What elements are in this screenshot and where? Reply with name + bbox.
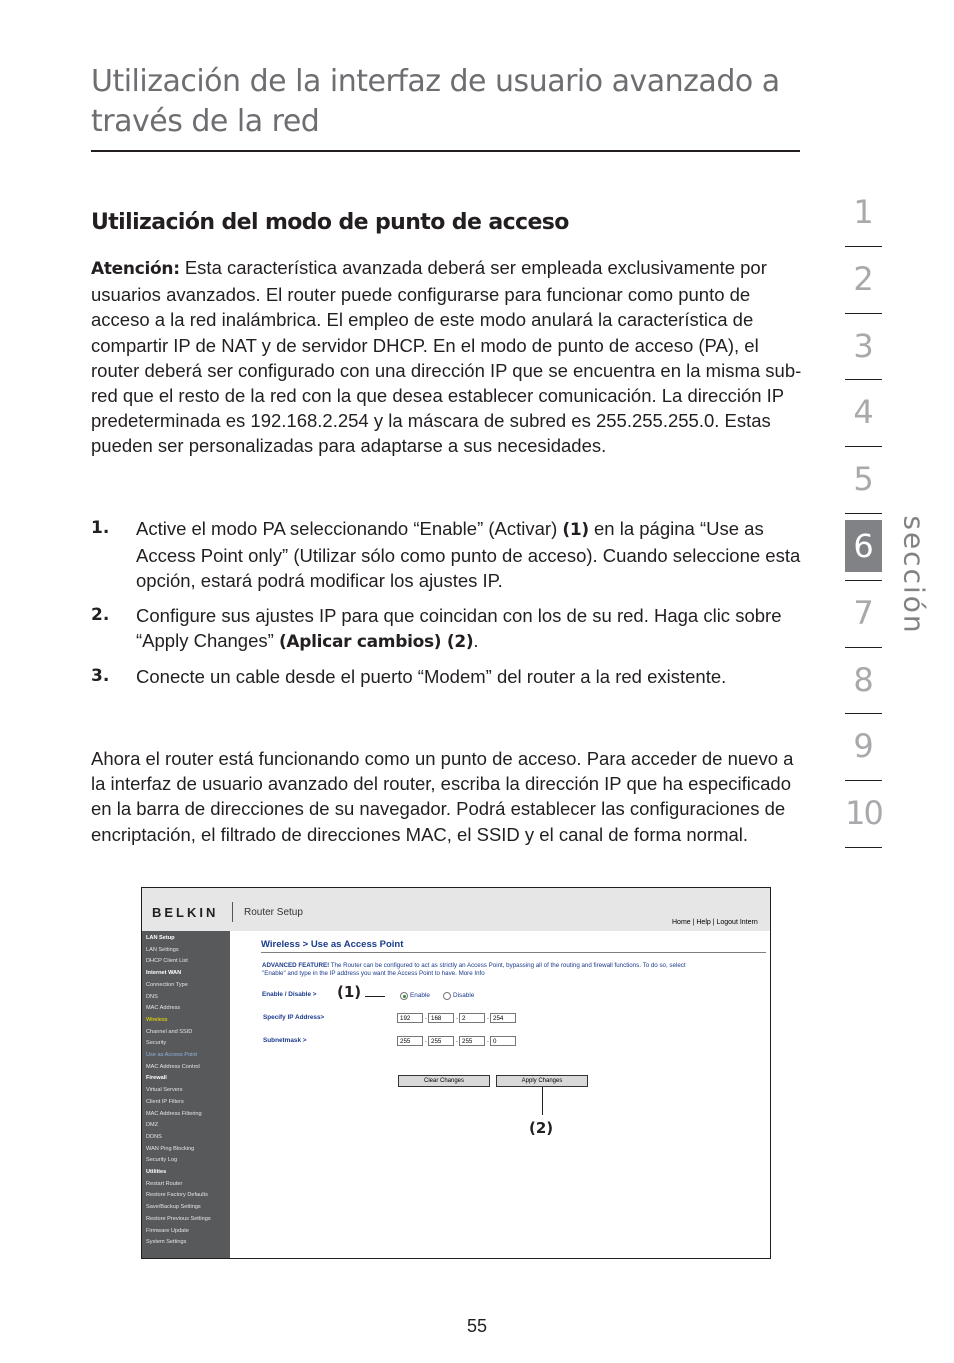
section-divider (845, 847, 882, 848)
mask-octet-input[interactable]: 255 (459, 1036, 485, 1046)
sidebar-item[interactable]: Wireless (146, 1016, 168, 1023)
ip-octet-input[interactable]: 2 (459, 1013, 485, 1023)
router-setup-title: Router Setup (244, 907, 303, 918)
attention-label: Atención: (91, 259, 180, 279)
section-nav-item[interactable] (845, 514, 882, 581)
seccion-label-wrap (894, 510, 934, 640)
ip-octet-input[interactable]: 168 (428, 1013, 454, 1023)
sidebar-item[interactable]: Restore Factory Defaults (146, 1192, 208, 1199)
steps-list (91, 516, 803, 700)
sidebar-item[interactable]: System Settings (146, 1239, 187, 1246)
step-item (91, 516, 803, 594)
sidebar-item[interactable]: DHCP Client List (146, 958, 188, 965)
section-number: 10 (845, 794, 882, 833)
step-number: 1. (91, 518, 110, 538)
mask-octet-input[interactable]: 255 (397, 1036, 423, 1046)
sidebar-item[interactable]: Restart Router (146, 1180, 183, 1187)
section-number: 8 (853, 660, 874, 699)
router-page-title: Wireless > Use as Access Point (261, 939, 404, 950)
intro-text: Esta característica avanzada deberá ser empleada exclusivamente por usuarios avanzados. El router puede configurarse para funcionar como punto de acceso a la red inalámbrica. El empleo de este modo anulará la característica de compartir IP de NAT y de servidor DHCP. En el modo de punto de acceso (PA), el router deberá ser configurado con una dirección IP que se encuentra en la misma sub-red que el resto de la red con la que desea establecer comunicación. La dirección IP predeterminada es 192.168.2.254 y la máscara de subred es 255.255.255.0. Estas pueden ser personalizadas para adaptarse a sus necesidades. (91, 257, 802, 457)
ip-octet-input[interactable]: 254 (490, 1013, 516, 1023)
section-nav-item[interactable] (845, 714, 882, 781)
sidebar-item[interactable]: Channel and SSID (146, 1028, 193, 1035)
disable-radio[interactable] (443, 992, 451, 1000)
advanced-feature-text: ADVANCED FEATURE! The Router can be configured to act as strictly an Access Point, bypassing all of the routing and firewall functions. To do so, select "Enable" and type in the IP address you want the Access Point to have. More Info (262, 962, 686, 977)
mask-octet-input[interactable]: 255 (428, 1036, 454, 1046)
section-nav (845, 180, 882, 848)
step-item (91, 603, 803, 655)
callout-2-line (542, 1087, 543, 1115)
mask-octet-input[interactable]: 0 (490, 1036, 516, 1046)
ip-address-label: Specify IP Address> (263, 1014, 325, 1021)
section-nav-item[interactable] (845, 581, 882, 648)
step-text: Configure sus ajustes IP para que coincidan con los de su red. Haga clic sobre “Apply Changes” (Aplicar cambios) (2). (136, 604, 782, 652)
step-number: 3. (91, 666, 110, 687)
sidebar-item: Firewall (146, 1075, 167, 1082)
step-item (91, 664, 803, 691)
belkin-logo: BELKIN (152, 905, 219, 920)
page-number: 55 (466, 1316, 488, 1336)
sidebar-item[interactable]: MAC Address (146, 1005, 181, 1012)
sidebar-item: Internet WAN (146, 970, 182, 977)
step-text: Active el modo PA seleccionando “Enable” (Activar) (1) en la página “Use as Access Point only” (Utilizar sólo como punto de acceso). Cuando seleccione esta opción, estará podrá modificar los ajustes IP. (136, 518, 801, 592)
section-nav-item[interactable] (845, 380, 882, 447)
enable-option-label: Enable (410, 992, 430, 999)
sidebar-item[interactable]: Security (146, 1040, 167, 1047)
section-heading: Utilización del modo de punto de acceso (91, 210, 569, 235)
header-separator (232, 902, 233, 922)
section-number: 5 (853, 460, 874, 499)
sidebar-item: Utilities (146, 1169, 167, 1175)
section-nav-item[interactable] (845, 781, 882, 848)
seccion-label: sección (897, 515, 931, 635)
enable-radio[interactable] (400, 992, 408, 1000)
step-text: Conecte un cable desde el puerto “Modem” del router a la red existente. (136, 666, 727, 688)
section-number: 9 (853, 727, 874, 766)
sidebar-item[interactable]: DMZ (146, 1122, 159, 1129)
section-number: 1 (853, 193, 874, 231)
section-nav-item[interactable] (845, 247, 882, 314)
sidebar-item[interactable]: MAC Address Control (146, 1063, 200, 1070)
router-sidebar (142, 931, 230, 1258)
section-number: 2 (853, 259, 874, 298)
router-content: Wireless > Use as Access Point ADVANCED FEATURE! The Router can be configured to act as strictly an Access Point, bypassing all of the routing and firewall functions. To do so, select "Enable" and type in the IP address you want the Access Point to have. More Info Enable / Disable > Enable Disable Specify IP Address> 192 . 168 . 2 . 254 Subnetmask > 255 . 255 . 255 . 0 Clear Changes Apply Changes (1) (2) (230, 931, 770, 1258)
sidebar-item[interactable]: Connection Type (146, 981, 188, 988)
ip-octet-input[interactable]: 192 (397, 1013, 423, 1023)
section-nav-item[interactable] (845, 314, 882, 381)
more-info-link[interactable]: More Info (458, 970, 485, 977)
apply-changes-button[interactable]: Apply Changes (496, 1075, 588, 1087)
sidebar-item[interactable]: Virtual Servers (146, 1087, 183, 1094)
sidebar-item[interactable]: WAN Ping Blocking (146, 1145, 195, 1152)
router-header (142, 888, 770, 931)
enable-disable-label: Enable / Disable > (262, 991, 317, 998)
closing-paragraph: Ahora el router está funcionando como un punto de acceso. Para acceder de nuevo a la interfaz de usuario avanzado del router, escriba la dirección IP que ha especificado en la barra de direcciones de su navegador. Podrá establecer las configuraciones de encriptación, el filtrado de direcciones MAC, el SSID y el canal de forma normal. (91, 748, 794, 845)
disable-option-label: Disable (453, 992, 475, 999)
callout-1-line (365, 996, 385, 997)
sidebar-item[interactable]: Use as Access Point (146, 1052, 197, 1058)
sidebar-item[interactable]: Restore Previous Settings (146, 1215, 211, 1222)
section-nav-item[interactable] (845, 180, 882, 247)
sidebar-item[interactable]: Save/Backup Settings (146, 1204, 201, 1211)
sidebar-item[interactable]: LAN Settings (146, 946, 179, 953)
callout-1: (1) (337, 983, 362, 1001)
content-divider (261, 952, 766, 953)
sidebar-item[interactable]: Security Log (146, 1157, 178, 1164)
intro-paragraph (91, 255, 803, 459)
sidebar-item[interactable]: DDNS (146, 1133, 162, 1140)
section-number: 3 (853, 326, 874, 365)
router-screenshot (141, 887, 771, 1259)
title-divider (91, 150, 800, 152)
callout-2: (2) (529, 1119, 554, 1137)
clear-changes-button[interactable]: Clear Changes (398, 1075, 490, 1087)
sidebar-item: LAN Setup (146, 935, 175, 941)
sidebar-item[interactable]: Client IP Filters (146, 1098, 184, 1105)
section-number: 4 (853, 393, 874, 432)
section-nav-item[interactable] (845, 447, 882, 514)
page-title: Utilización de la interfaz de usuario avanzado a través de la red (91, 64, 780, 139)
subnetmask-label: Subnetmask > (263, 1037, 307, 1044)
step-number: 2. (91, 604, 110, 625)
sidebar-item[interactable]: Firmware Update (146, 1227, 189, 1234)
sidebar-item[interactable]: MAC Address Filtering (146, 1110, 202, 1117)
section-number: 7 (853, 593, 874, 632)
top-links[interactable]: Home | Help | Logout Intern (672, 919, 758, 926)
section-nav-item[interactable] (845, 648, 882, 715)
section-number: 6 (845, 520, 882, 572)
sidebar-item[interactable]: DNS (146, 993, 158, 1000)
